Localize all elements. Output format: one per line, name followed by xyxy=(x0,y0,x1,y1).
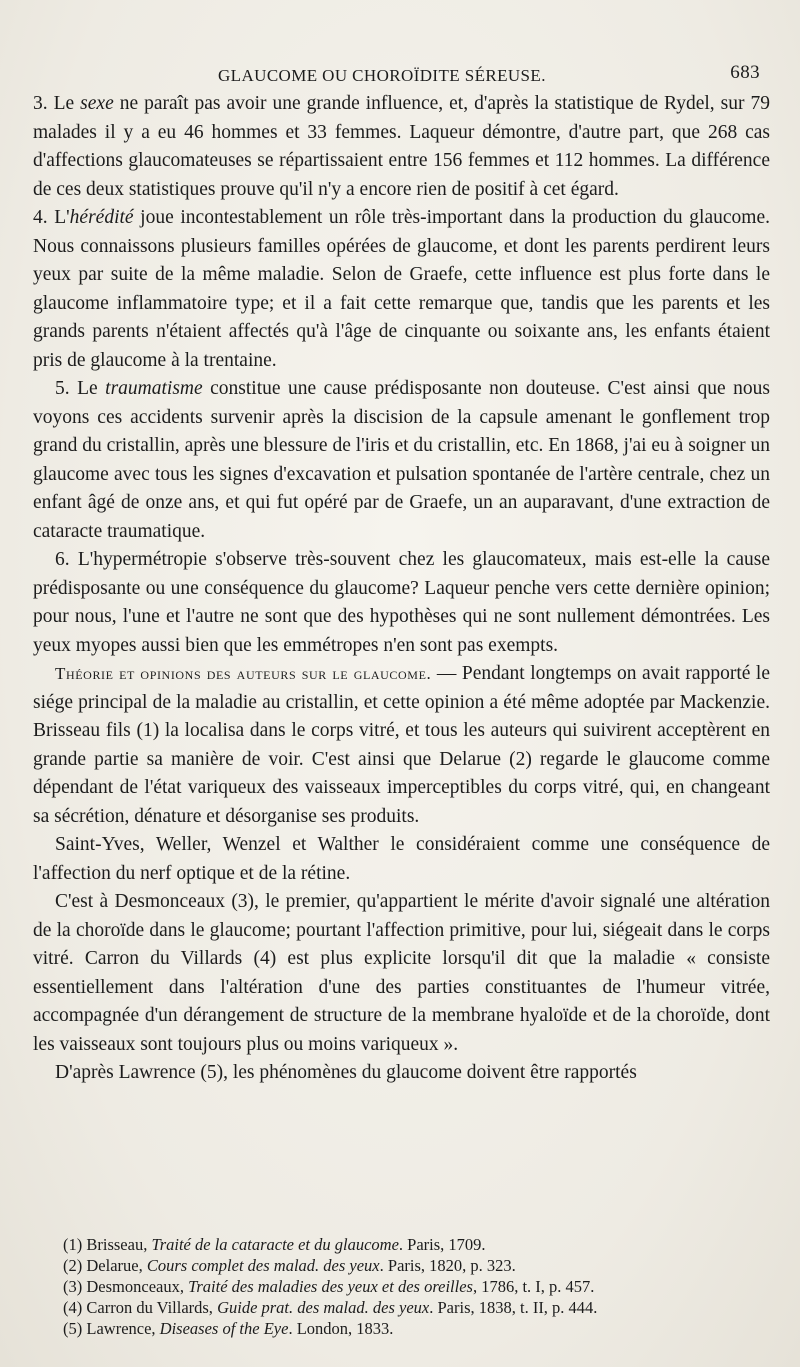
paragraph-sexe xyxy=(33,90,770,204)
paragraph-text: — Pendant longtemps on avait rapporté le siége principal de la maladie au cristallin, et cette opinion a été même adoptée par Mackenzie. Brisseau fils (1) la localisa dans le corps vitré, et tous les auteurs qui suivirent acceptèrent en grande partie sa manière de voir. C'est ainsi que Delarue (2) regarde le glaucome comme dépendant de l'état variqueux des vaisseaux imperceptibles du corps vitré, qui, en changeant sa sécrétion, dénature et désorganise ses produits. xyxy=(33,663,770,827)
paragraph-theorie xyxy=(33,660,770,831)
footnote-number: (5) xyxy=(63,1319,83,1338)
page-number: 683 xyxy=(730,62,760,83)
footnote-title: Guide prat. des malad. des yeux xyxy=(217,1298,430,1317)
footnote-number: (4) xyxy=(63,1298,83,1317)
paragraph-text: ne paraît pas avoir une grande influence, et, d'après la statistique de Rydel, sur 79 malades il y a eu 46 hommes et 33 femmes. Laqueur démontre, d'autre part, que 268 cas d'affections glaucomateuses se répartissaient entre 156 femmes et 112 hommes. La différence de ces deux statistiques prouve qu'il n'y a encore rien de positif à cet égard. xyxy=(33,93,770,200)
footnote-details: . Paris, 1838, t. II, p. 444. xyxy=(429,1298,598,1317)
paragraph-heredite xyxy=(33,204,770,375)
footnotes xyxy=(63,1234,770,1339)
paragraph-hypermetropie: 6. L'hypermétropie s'observe très-souvent chez les glaucomateux, mais est-elle la cause prédisposante ou une conséquence du glaucome? Laqueur penche vers cette dernière opinion; pour nous, l'une et l'autre ne sont que des hypothèses qui ne sont nullement démontrées. Les yeux myopes aussi bien que les emmétropes n'en sont pas exempts. xyxy=(33,549,770,656)
paragraph-text: constitue une cause prédisposante non douteuse. C'est ainsi que nous voyons ces accidents survenir après la discision de la capsule amenant le gonflement trop grand du cristallin, après une blessure de l'iris et du cristallin, etc. En 1868, j'ai eu à soigner un glaucome avec tous les signes d'excavation et pulsation spontanée de l'artère centrale, chez un enfant âgé de onze ans, et qui fut opéré par de Graefe, un an auparavant, d'une extraction de cataracte traumatique. xyxy=(33,378,770,542)
italic-term: traumatisme xyxy=(105,378,203,399)
footnote xyxy=(63,1276,770,1297)
footnote xyxy=(63,1318,770,1339)
paragraph-text: joue incontestablement un rôle très-important dans la production du glaucome. Nous connaissons plusieurs familles opérées de glaucome, et dont les parents perdirent leurs yeux par suite de la même maladie. Selon de Graefe, cette influence est plus forte dans le glaucome inflammatoire type; et il a fait cette remarque que, tandis que les parents et les grands parents n'étaient affectés qu'à l'âge de cinquante ou soixante ans, les enfants étaient pris de glaucome à la trentaine. xyxy=(33,207,770,371)
footnote-number: (2) xyxy=(63,1256,83,1275)
footnote-author: Brisseau, xyxy=(82,1235,152,1254)
footnote-details: . Paris, 1820, p. 323. xyxy=(379,1256,516,1275)
footnote-author: Delarue, xyxy=(82,1256,147,1275)
italic-term: hérédité xyxy=(69,207,134,228)
footnote-details: . Paris, 1709. xyxy=(398,1235,486,1254)
footnote-number: (1) xyxy=(63,1235,83,1254)
footnote xyxy=(63,1255,770,1276)
footnote-title: Traité de la cataracte et du glaucome xyxy=(151,1235,399,1254)
paragraph-text: 5. Le xyxy=(55,378,106,399)
footnote xyxy=(63,1234,770,1255)
footnote-number: (3) xyxy=(63,1277,83,1296)
running-title: GLAUCOME OU CHOROÏDITE SÉREUSE. xyxy=(218,66,546,85)
section-heading: Théorie et opinions des auteurs sur le glaucome. xyxy=(55,664,432,683)
footnote xyxy=(63,1297,770,1318)
footnote-title: Diseases of the Eye xyxy=(159,1319,289,1338)
running-head xyxy=(33,60,770,90)
footnote-author: Carron du Villards, xyxy=(82,1298,218,1317)
footnote-author: Lawrence, xyxy=(82,1319,160,1338)
footnote-title: Cours complet des malad. des yeux xyxy=(146,1256,380,1275)
footnote-title: Traité des maladies des yeux et des oreilles xyxy=(188,1277,473,1296)
paragraph-desmonceaux: C'est à Desmonceaux (3), le premier, qu'appartient le mérite d'avoir signalé une altération de la choroïde dans le glaucome; pourtant l'affection primitive, pour lui, siégeait dans le corps vitré. Carron du Villards (4) est plus explicite lorsqu'il dit que la maladie « consiste essentiellement dans l'altération d'une des parties constituantes de l'humeur vitrée, accompagnée d'un dérangement de structure de la membrane hyaloïde et de la choroïde, dont les vaisseaux sont toujours plus ou moins variqueux ». xyxy=(33,891,770,1055)
footnote-author: Desmonceaux, xyxy=(82,1277,189,1296)
footnote-details: , 1786, t. I, p. 457. xyxy=(472,1277,595,1296)
footnote-details: . London, 1833. xyxy=(288,1319,394,1338)
paragraph-saint-yves: Saint-Yves, Weller, Wenzel et Walther le considéraient comme une conséquence de l'affection du nerf optique et de la rétine. xyxy=(33,834,770,884)
italic-term: sexe xyxy=(80,93,114,114)
paragraph-traumatisme xyxy=(33,375,770,546)
body-text xyxy=(33,90,770,1088)
paragraph-text: 4. L' xyxy=(33,207,70,228)
paragraph-text: 3. Le xyxy=(33,93,81,114)
paragraph-lawrence: D'après Lawrence (5), les phénomènes du glaucome doivent être rapportés xyxy=(55,1062,637,1083)
